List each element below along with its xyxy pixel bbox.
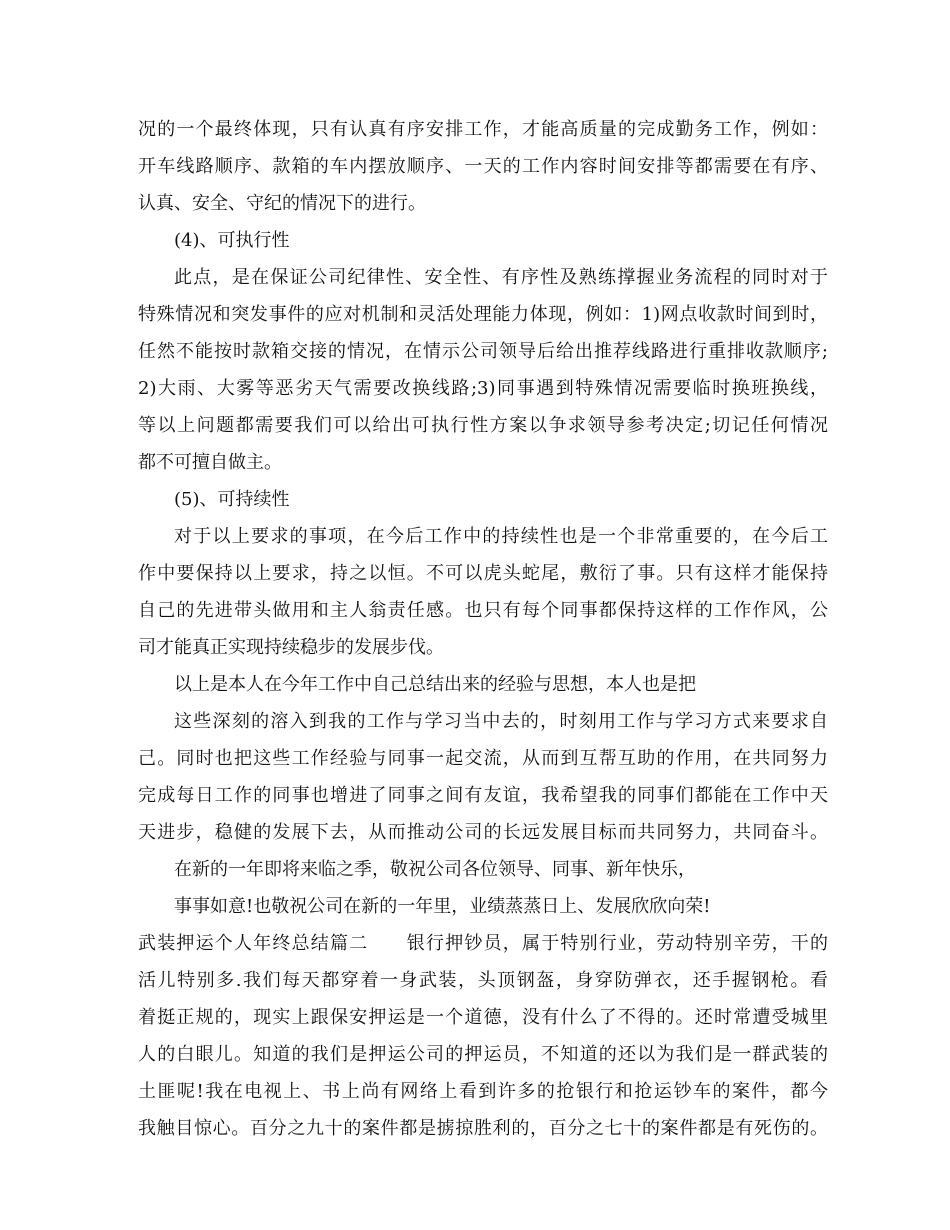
text-line: 在新的一年即将来临之季，敬祝公司各位领导、同事、新年快乐， [174,859,696,880]
text-line: 特殊情况和突发事件的应对机制和灵活处理能力体现，例如：1)网点收款时间到时， [138,304,828,325]
section-heading: (5)、可持续性 [174,489,290,510]
section-title-line: 武装押运个人年终总结篇二 银行押钞员，属于特别行业，劳动特别辛劳，干的 [138,933,828,954]
text-line: 都不可擅自做主。 [138,452,282,473]
text-line: 完成每日工作的同事也增进了同事之间有友谊，我希望我的同事们都能在工作中天 [138,785,828,806]
text-line: 事事如意!也敬祝公司在新的一年里，业绩蒸蒸日上、发展欣欣向荣! [174,896,711,917]
text-line: 活儿特别多.我们每天都穿着一身武装，头顶钢盔，身穿防弹衣，还手握钢枪。看 [138,970,828,991]
text-line: 等以上问题都需要我们可以给出可执行性方案以争求领导参考决定;切记任何情况 [138,415,828,436]
text-line: 人的白眼儿。知道的我们是押运公司的押运员，不知道的还以为我们是一群武装的 [138,1044,828,1065]
text-line: 土匪呢!我在电视上、书上尚有网络上看到许多的抢银行和抢运钞车的案件，都今 [138,1081,828,1102]
text-line: 司才能真正实现持续稳步的发展步伐。 [138,637,444,658]
text-line: 天进步，稳健的发展下去，从而推动公司的长远发展目标而共同努力，共同奋斗。 [138,822,828,843]
text-line: 况的一个最终体现，只有认真有序安排工作，才能高质量的完成勤务工作，例如： [138,119,828,140]
text-line: 作中要保持以上要求，持之以恒。不可以虎头蛇尾，敷衍了事。只有这样才能保持 [138,563,828,584]
text-line: 我触目惊心。百分之九十的案件都是掳掠胜利的，百分之七十的案件都是有死伤的。 [138,1118,828,1139]
text-line: 己。同时也把这些工作经验与同事一起交流，从而到互帮互助的作用，在共同努力 [138,748,828,769]
text-line: 对于以上要求的事项，在今后工作中的持续性也是一个非常重要的，在今后工 [174,526,828,547]
text-line: 这些深刻的溶入到我的工作与学习当中去的，时刻用工作与学习方式来要求自 [174,711,828,732]
text-line: 着挺正规的，现实上跟保安押运是一个道德，没有什么了不得的。还时常遭受城里 [138,1007,828,1028]
text-line: 自己的先进带头做用和主人翁责任感。也只有每个同事都保持这样的工作作风，公 [138,600,828,621]
text-line: 任然不能按时款箱交接的情况，在情示公司领导后给出推荐线路进行重排收款顺序; [138,341,828,362]
text-line: 2)大雨、大雾等恶劣天气需要改换线路;3)同事遇到特殊情况需要临时换班换线， [138,378,828,399]
section-heading: (4)、可执行性 [174,230,290,251]
text-line: 认真、安全、守纪的情况下的进行。 [138,193,426,214]
text-line: 以上是本人在今年工作中自己总结出来的经验与思想，本人也是把 [174,674,696,695]
text-line: 此点，是在保证公司纪律性、安全性、有序性及熟练撑握业务流程的同时对于 [174,267,828,288]
text-line: 开车线路顺序、款箱的车内摆放顺序、一天的工作内容时间安排等都需要在有序、 [138,156,828,177]
